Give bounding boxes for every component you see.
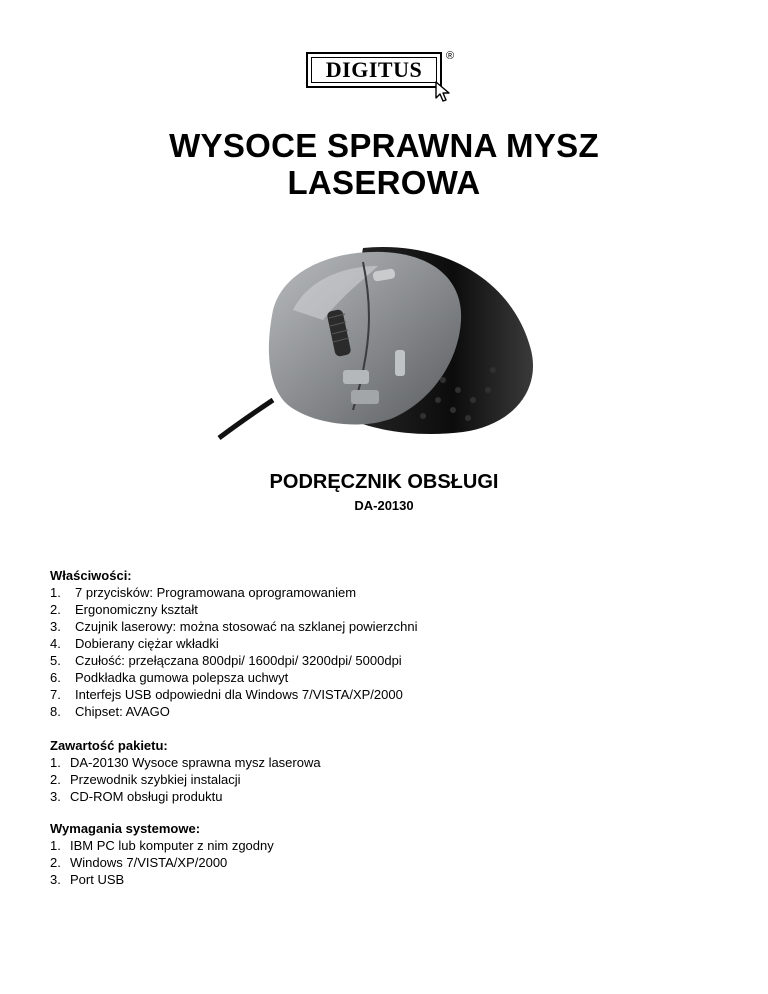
requirements-heading: Wymagania systemowe: [50, 821, 201, 836]
item-text: Dobierany ciężar wkładki [75, 636, 219, 651]
item-text: Port USB [70, 872, 125, 887]
item-text: Interfejs USB odpowiedni dla Windows 7/VISTA/XP/2000 [75, 687, 403, 702]
item-number: 1. [50, 755, 61, 770]
item-number: 2. [50, 855, 61, 870]
item-number: 3. [50, 872, 61, 887]
package-heading: Zawartość pakietu: [50, 738, 168, 753]
laser-mouse-photo [213, 240, 549, 440]
item-number: 1. [50, 585, 61, 600]
list-item [50, 686, 417, 703]
list-item [50, 584, 417, 601]
package-list [50, 754, 321, 805]
title-line-2: LASEROWA [287, 164, 481, 201]
item-text: Ergonomiczny kształt [75, 602, 198, 617]
features-heading: Właściwości: [50, 568, 132, 583]
logo-frame [306, 52, 442, 88]
model-number: DA-20130 [354, 498, 414, 513]
list-item [50, 618, 417, 635]
item-number: 3. [50, 789, 61, 804]
item-number: 4. [50, 636, 61, 651]
list-item [50, 601, 417, 618]
cursor-arrow-icon [434, 80, 456, 104]
package-section [50, 737, 321, 805]
features-section [50, 567, 417, 720]
features-list [50, 584, 417, 720]
list-item [50, 635, 417, 652]
item-text: Chipset: AVAGO [75, 704, 170, 719]
item-text: CD-ROM obsługi produktu [70, 789, 223, 804]
registered-mark: ® [446, 50, 455, 62]
list-item [50, 788, 321, 805]
item-number: 2. [50, 602, 61, 617]
item-number: 7. [50, 687, 61, 702]
list-item [50, 854, 274, 871]
list-item [50, 771, 321, 788]
item-number: 1. [50, 838, 61, 853]
requirements-section [50, 820, 274, 888]
list-item [50, 837, 274, 854]
item-number: 6. [50, 670, 61, 685]
title-line-1: WYSOCE SPRAWNA MYSZ [169, 127, 599, 164]
item-text: DA-20130 Wysoce sprawna mysz laserowa [70, 755, 321, 770]
item-text: IBM PC lub komputer z nim zgodny [70, 838, 274, 853]
list-item [50, 871, 274, 888]
item-text: 7 przycisków: Programowana oprogramowaniem [75, 585, 357, 600]
requirements-list [50, 837, 274, 888]
list-item [50, 652, 417, 669]
list-item [50, 703, 417, 720]
brand-logo [300, 46, 468, 104]
list-item [50, 669, 417, 686]
item-text: Czujnik laserowy: można stosować na szklanej powierzchni [75, 619, 418, 634]
item-text: Windows 7/VISTA/XP/2000 [70, 855, 228, 870]
document-title [0, 127, 768, 201]
item-number: 3. [50, 619, 61, 634]
item-number: 8. [50, 704, 61, 719]
list-item [50, 754, 321, 771]
item-text: Czułość: przełączana 800dpi/ 1600dpi/ 3200dpi/ 5000dpi [75, 653, 402, 668]
item-text: Podkładka gumowa polepsza uchwyt [75, 670, 289, 685]
item-text: Przewodnik szybkiej instalacji [70, 772, 241, 787]
logo-text: DIGITUS [311, 57, 437, 83]
manual-heading: PODRĘCZNIK OBSŁUGI [269, 471, 499, 493]
item-number: 5. [50, 653, 61, 668]
item-number: 2. [50, 772, 61, 787]
